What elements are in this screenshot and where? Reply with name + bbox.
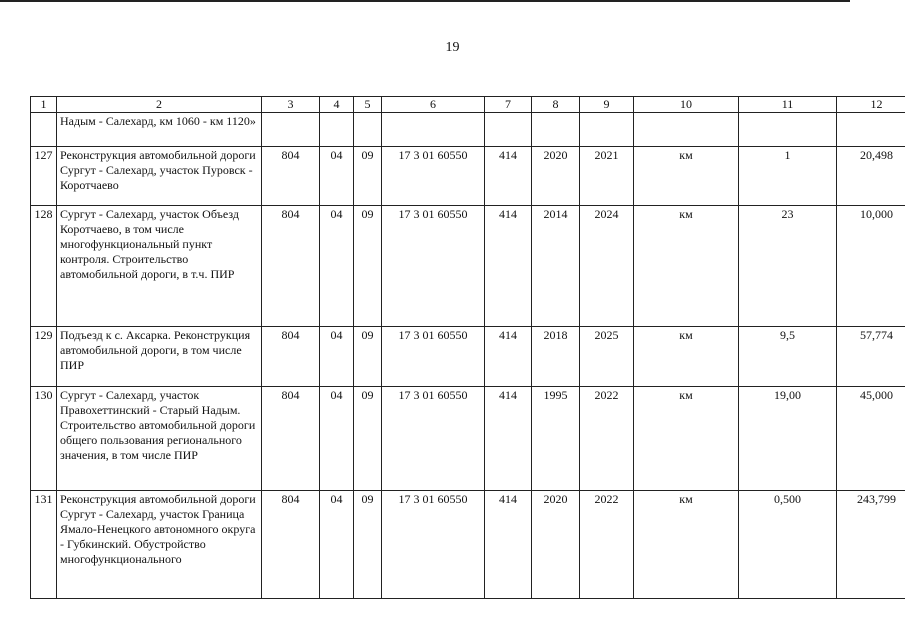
top-rule bbox=[0, 0, 850, 2]
table-cell: 09 bbox=[354, 327, 382, 387]
row-number-cell: 127 bbox=[31, 147, 57, 206]
table-cell: 2021 bbox=[580, 147, 634, 206]
table-cell: 414 bbox=[485, 387, 532, 491]
table-cell: 09 bbox=[354, 206, 382, 327]
row-number-cell: 130 bbox=[31, 387, 57, 491]
unit-cell: км bbox=[634, 327, 739, 387]
table-cell: 04 bbox=[320, 147, 354, 206]
object-name-cell: Надым - Салехард, км 1060 - км 1120» bbox=[57, 113, 262, 147]
table-cell: 17 3 01 60550 bbox=[382, 327, 485, 387]
header-row bbox=[31, 97, 905, 113]
table-cell: 2024 bbox=[580, 206, 634, 327]
table-cell: 17 3 01 60550 bbox=[382, 147, 485, 206]
table-cell: 804 bbox=[262, 147, 320, 206]
table-cell: 57,774 bbox=[837, 327, 905, 387]
table-cell: 09 bbox=[354, 387, 382, 491]
column-header: 1 bbox=[31, 97, 57, 113]
table-cell: 414 bbox=[485, 327, 532, 387]
table-row bbox=[31, 113, 905, 147]
table-cell: 0,500 bbox=[739, 491, 837, 599]
table-cell: 19,00 bbox=[739, 387, 837, 491]
unit-cell: км bbox=[634, 387, 739, 491]
unit-cell bbox=[634, 113, 739, 147]
table-cell: 20,498 bbox=[837, 147, 905, 206]
table-cell: 04 bbox=[320, 206, 354, 327]
table-cell: 04 bbox=[320, 387, 354, 491]
table-row bbox=[31, 206, 905, 327]
page-number: 19 bbox=[445, 40, 460, 55]
table-row bbox=[31, 327, 905, 387]
table-cell: 17 3 01 60550 bbox=[382, 491, 485, 599]
table-cell: 804 bbox=[262, 387, 320, 491]
table-row bbox=[31, 491, 905, 599]
table-cell: 04 bbox=[320, 491, 354, 599]
row-number-cell: 131 bbox=[31, 491, 57, 599]
table-cell: 2020 bbox=[532, 491, 580, 599]
table-cell: 414 bbox=[485, 206, 532, 327]
column-header: 10 bbox=[634, 97, 739, 113]
column-header: 6 bbox=[382, 97, 485, 113]
table-cell: 414 bbox=[485, 147, 532, 206]
table-cell: 243,799 bbox=[837, 491, 905, 599]
table-cell bbox=[382, 113, 485, 147]
table-cell: 17 3 01 60550 bbox=[382, 206, 485, 327]
column-header: 4 bbox=[320, 97, 354, 113]
table-cell: 09 bbox=[354, 491, 382, 599]
table-cell: 804 bbox=[262, 491, 320, 599]
table-cell: 2025 bbox=[580, 327, 634, 387]
column-header: 8 bbox=[532, 97, 580, 113]
table-cell bbox=[354, 113, 382, 147]
table-cell bbox=[485, 113, 532, 147]
table-cell bbox=[532, 113, 580, 147]
column-header: 7 bbox=[485, 97, 532, 113]
table-cell: 2018 bbox=[532, 327, 580, 387]
column-header: 11 bbox=[739, 97, 837, 113]
table-cell bbox=[320, 113, 354, 147]
table-row bbox=[31, 387, 905, 491]
object-name-cell: Реконструкция автомобильной дороги Сургут - Салехард, участок Пуровск - Коротчаево bbox=[57, 147, 262, 206]
table-cell: 2020 bbox=[532, 147, 580, 206]
column-header: 2 bbox=[57, 97, 262, 113]
row-number-cell: 129 bbox=[31, 327, 57, 387]
object-name-cell: Реконструкция автомобильной дороги Сургут - Салехард, участок Граница Ямало-Ненецкого автономного округа - Губкинский. Обустройство многофункционального bbox=[57, 491, 262, 599]
unit-cell: км bbox=[634, 491, 739, 599]
table-cell: 09 bbox=[354, 147, 382, 206]
table-row bbox=[31, 147, 905, 206]
table-cell bbox=[580, 113, 634, 147]
column-header: 9 bbox=[580, 97, 634, 113]
column-header: 3 bbox=[262, 97, 320, 113]
table-cell: 2022 bbox=[580, 387, 634, 491]
table-cell bbox=[739, 113, 837, 147]
table-cell: 45,000 bbox=[837, 387, 905, 491]
column-header: 5 bbox=[354, 97, 382, 113]
table-cell: 804 bbox=[262, 206, 320, 327]
table-cell: 9,5 bbox=[739, 327, 837, 387]
object-name-cell: Сургут - Салехард, участок Объезд Коротчаево, в том числе многофункциональный пункт контроля. Строительство автомобильной дороги, в т.ч. ПИР bbox=[57, 206, 262, 327]
row-number-cell: 128 bbox=[31, 206, 57, 327]
table-cell: 2022 bbox=[580, 491, 634, 599]
table-cell: 804 bbox=[262, 327, 320, 387]
table-cell: 2014 bbox=[532, 206, 580, 327]
table-cell: 1995 bbox=[532, 387, 580, 491]
table-cell: 10,000 bbox=[837, 206, 905, 327]
data-table bbox=[30, 96, 905, 599]
object-name-cell: Подъезд к с. Аксарка. Реконструкция автомобильной дороги, в том числе ПИР bbox=[57, 327, 262, 387]
table-cell bbox=[262, 113, 320, 147]
table-cell: 04 bbox=[320, 327, 354, 387]
table-cell: 23 bbox=[739, 206, 837, 327]
table-cell: 17 3 01 60550 bbox=[382, 387, 485, 491]
table-cell: 414 bbox=[485, 491, 532, 599]
object-name-cell: Сургут - Салехард, участок Правохеттинский - Старый Надым. Строительство автомобильной дороги общего пользования регионального значения, в том числе ПИР bbox=[57, 387, 262, 491]
table-cell bbox=[837, 113, 905, 147]
row-number-cell bbox=[31, 113, 57, 147]
table-cell: 1 bbox=[739, 147, 837, 206]
unit-cell: км bbox=[634, 206, 739, 327]
unit-cell: км bbox=[634, 147, 739, 206]
column-header: 12 bbox=[837, 97, 905, 113]
